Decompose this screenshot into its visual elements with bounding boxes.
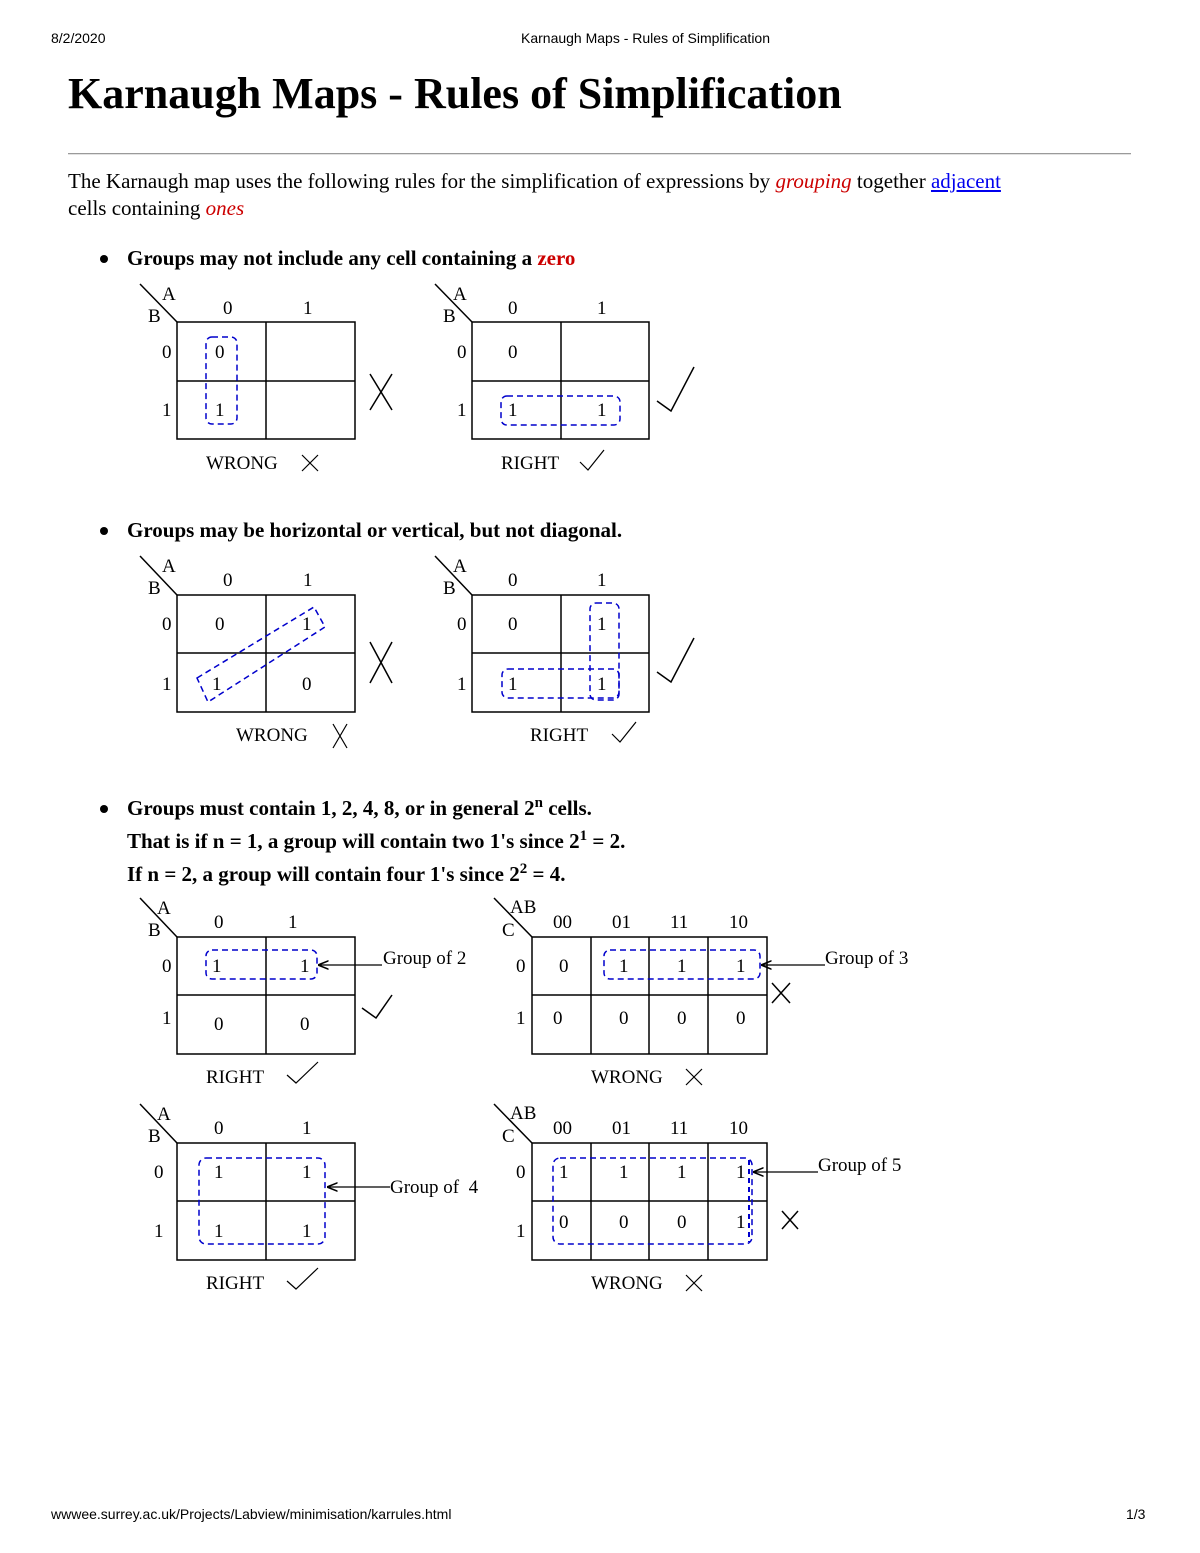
- svg-text:1: 1: [154, 1221, 164, 1242]
- svg-text:0: 0: [302, 674, 312, 695]
- svg-text:1: 1: [559, 1162, 569, 1183]
- svg-text:0: 0: [736, 1008, 746, 1029]
- svg-text:1: 1: [288, 912, 298, 933]
- svg-text:1: 1: [597, 400, 607, 421]
- zero-emphasis: zero: [537, 246, 576, 270]
- rule-1-text: Groups may not include any cell containing a: [127, 246, 538, 270]
- svg-text:0: 0: [162, 614, 172, 635]
- svg-text:RIGHT: RIGHT: [206, 1273, 265, 1294]
- kmap-group-of-2: [140, 898, 466, 1088]
- svg-text:1: 1: [619, 956, 629, 977]
- kmap-group-of-4: [140, 1104, 479, 1294]
- svg-text:0: 0: [619, 1008, 629, 1029]
- page-title: Karnaugh Maps - Rules of Simplification: [68, 69, 842, 118]
- svg-text:1: 1: [212, 674, 222, 695]
- cross-mark-icon: [686, 1069, 702, 1085]
- svg-text:0: 0: [559, 1212, 569, 1233]
- var-a-label: A: [162, 284, 176, 305]
- svg-text:B: B: [148, 920, 161, 941]
- ones-emphasis: ones: [205, 196, 245, 220]
- svg-text:0: 0: [619, 1212, 629, 1233]
- svg-text:00: 00: [553, 1118, 572, 1139]
- svg-text:1: 1: [162, 1008, 172, 1029]
- svg-text:1: 1: [302, 1162, 312, 1183]
- svg-text:0: 0: [223, 570, 233, 591]
- svg-text:0: 0: [162, 956, 172, 977]
- adjacent-link[interactable]: adjacent: [930, 169, 1001, 193]
- svg-text:1: 1: [677, 956, 687, 977]
- print-footer-url: wwwee.surrey.ac.uk/Projects/Labview/minimisation/karrules.html: [51, 1506, 452, 1522]
- kmap-diagonal-wrong: [140, 556, 392, 748]
- svg-text:B: B: [443, 306, 456, 327]
- svg-text:1: 1: [303, 570, 313, 591]
- svg-text:1: 1: [302, 1118, 312, 1139]
- check-mark-icon: [657, 638, 694, 682]
- cross-mark-icon: [772, 983, 790, 1003]
- svg-text:1: 1: [597, 614, 607, 635]
- cross-mark-icon: [686, 1275, 702, 1291]
- row-label: 0: [162, 342, 172, 363]
- svg-text:10: 10: [729, 912, 748, 933]
- svg-text:A: A: [453, 556, 467, 577]
- svg-text:0: 0: [677, 1008, 687, 1029]
- svg-text:1: 1: [457, 400, 467, 421]
- verdict-label: WRONG: [206, 453, 278, 474]
- svg-text:A: A: [157, 898, 171, 919]
- check-mark-icon: [580, 450, 604, 470]
- svg-text:1: 1: [214, 1221, 224, 1242]
- cell-value: 1: [215, 400, 225, 421]
- svg-text:AB: AB: [510, 897, 537, 918]
- svg-text:1: 1: [516, 1008, 526, 1029]
- callout-label: Group of 2: [383, 948, 467, 969]
- check-mark-icon: [657, 367, 694, 411]
- svg-text:B: B: [148, 578, 161, 599]
- svg-text:0: 0: [677, 1212, 687, 1233]
- svg-text:0: 0: [214, 1014, 224, 1035]
- callout-label: Group of 5: [818, 1155, 902, 1176]
- svg-text:1: 1: [736, 1212, 746, 1233]
- svg-text:WRONG: WRONG: [591, 1273, 663, 1294]
- var-b-label: B: [148, 306, 161, 327]
- svg-text:1: 1: [597, 298, 607, 319]
- svg-text:0: 0: [559, 956, 569, 977]
- svg-text:1: 1: [302, 614, 312, 635]
- col-label: 0: [223, 298, 233, 319]
- callout-label: Group of 3: [825, 948, 909, 969]
- check-mark-icon: [612, 722, 636, 742]
- svg-text:1: 1: [300, 956, 310, 977]
- cross-mark-icon: [302, 455, 318, 471]
- svg-text:C: C: [502, 920, 515, 941]
- svg-text:1: 1: [516, 1221, 526, 1242]
- svg-text:1: 1: [212, 956, 222, 977]
- kmap-zero-right: [435, 284, 694, 474]
- svg-text:RIGHT: RIGHT: [206, 1067, 265, 1088]
- svg-text:1: 1: [736, 1162, 746, 1183]
- kmap-diagonal-right: [435, 556, 694, 746]
- svg-text:0: 0: [508, 298, 518, 319]
- svg-text:00: 00: [553, 912, 572, 933]
- svg-text:1: 1: [457, 674, 467, 695]
- cross-mark-icon: [782, 1211, 798, 1229]
- svg-text:0: 0: [214, 1118, 224, 1139]
- svg-text:11: 11: [670, 1118, 689, 1139]
- cross-mark-icon: [333, 724, 347, 748]
- check-mark-icon: [287, 1268, 318, 1289]
- cross-mark-icon: [370, 642, 392, 683]
- svg-text:1: 1: [736, 956, 746, 977]
- cross-mark-icon: [370, 374, 392, 410]
- svg-text:01: 01: [612, 912, 631, 933]
- grouping-emphasis: grouping: [775, 169, 852, 193]
- svg-text:0: 0: [516, 956, 526, 977]
- svg-text:1: 1: [162, 674, 172, 695]
- svg-text:0: 0: [154, 1162, 164, 1183]
- svg-text:1: 1: [619, 1162, 629, 1183]
- print-page-number: 1/3: [1126, 1506, 1146, 1522]
- svg-text:0: 0: [508, 342, 518, 363]
- svg-text:0: 0: [215, 614, 225, 635]
- intro-text-3: cells containing: [68, 196, 206, 220]
- svg-text:A: A: [162, 556, 176, 577]
- intro-text-1: The Karnaugh map uses the following rules for the simplification of expressions by: [68, 169, 776, 193]
- svg-text:A: A: [157, 1104, 171, 1125]
- svg-text:0: 0: [508, 614, 518, 635]
- svg-text:WRONG: WRONG: [591, 1067, 663, 1088]
- check-mark-icon: [287, 1062, 318, 1083]
- svg-text:1: 1: [508, 400, 518, 421]
- svg-text:10: 10: [729, 1118, 748, 1139]
- svg-text:B: B: [443, 578, 456, 599]
- callout-label: Group of 4: [390, 1177, 479, 1198]
- svg-text:B: B: [148, 1126, 161, 1147]
- svg-text:0: 0: [214, 912, 224, 933]
- svg-text:WRONG: WRONG: [236, 725, 308, 746]
- rule-3-line-2: That is if n = 1, a group will contain two 1's since $2^1 = 2$.: [127, 828, 626, 853]
- check-mark-icon: [362, 995, 392, 1018]
- kmap-group-of-3: [494, 897, 908, 1088]
- print-date: 8/2/2020: [51, 30, 106, 46]
- col-label: 1: [303, 298, 313, 319]
- svg-text:0: 0: [516, 1162, 526, 1183]
- cell-value: 0: [215, 342, 225, 363]
- intro-text-2: together: [851, 169, 931, 193]
- print-header-title: Karnaugh Maps - Rules of Simplification: [521, 30, 771, 46]
- svg-text:1: 1: [214, 1162, 224, 1183]
- svg-text:RIGHT: RIGHT: [530, 725, 589, 746]
- svg-text:A: A: [453, 284, 467, 305]
- svg-text:C: C: [502, 1126, 515, 1147]
- svg-text:0: 0: [457, 614, 467, 635]
- svg-text:0: 0: [300, 1014, 310, 1035]
- svg-text:AB: AB: [510, 1103, 537, 1124]
- svg-text:0: 0: [508, 570, 518, 591]
- kmap-group-of-5: [494, 1103, 901, 1294]
- svg-text:11: 11: [670, 912, 689, 933]
- rule-3-line-1: Groups must contain 1, 2, 4, 8, or in general 2$^n$ cells.: [127, 795, 592, 820]
- svg-text:RIGHT: RIGHT: [501, 453, 560, 474]
- svg-text:1: 1: [302, 1221, 312, 1242]
- rule-3-line-3: If n = 2, a group will contain four 1's since $2^2 = 4$.: [127, 861, 566, 886]
- rule-2-text: Groups may be horizontal or vertical, but not diagonal.: [127, 518, 623, 542]
- kmap-zero-wrong: [140, 284, 392, 474]
- svg-text:1: 1: [508, 674, 518, 695]
- row-label: 1: [162, 400, 172, 421]
- svg-text:1: 1: [597, 570, 607, 591]
- svg-text:0: 0: [457, 342, 467, 363]
- svg-text:1: 1: [677, 1162, 687, 1183]
- svg-text:0: 0: [553, 1008, 563, 1029]
- svg-text:1: 1: [597, 674, 607, 695]
- svg-text:01: 01: [612, 1118, 631, 1139]
